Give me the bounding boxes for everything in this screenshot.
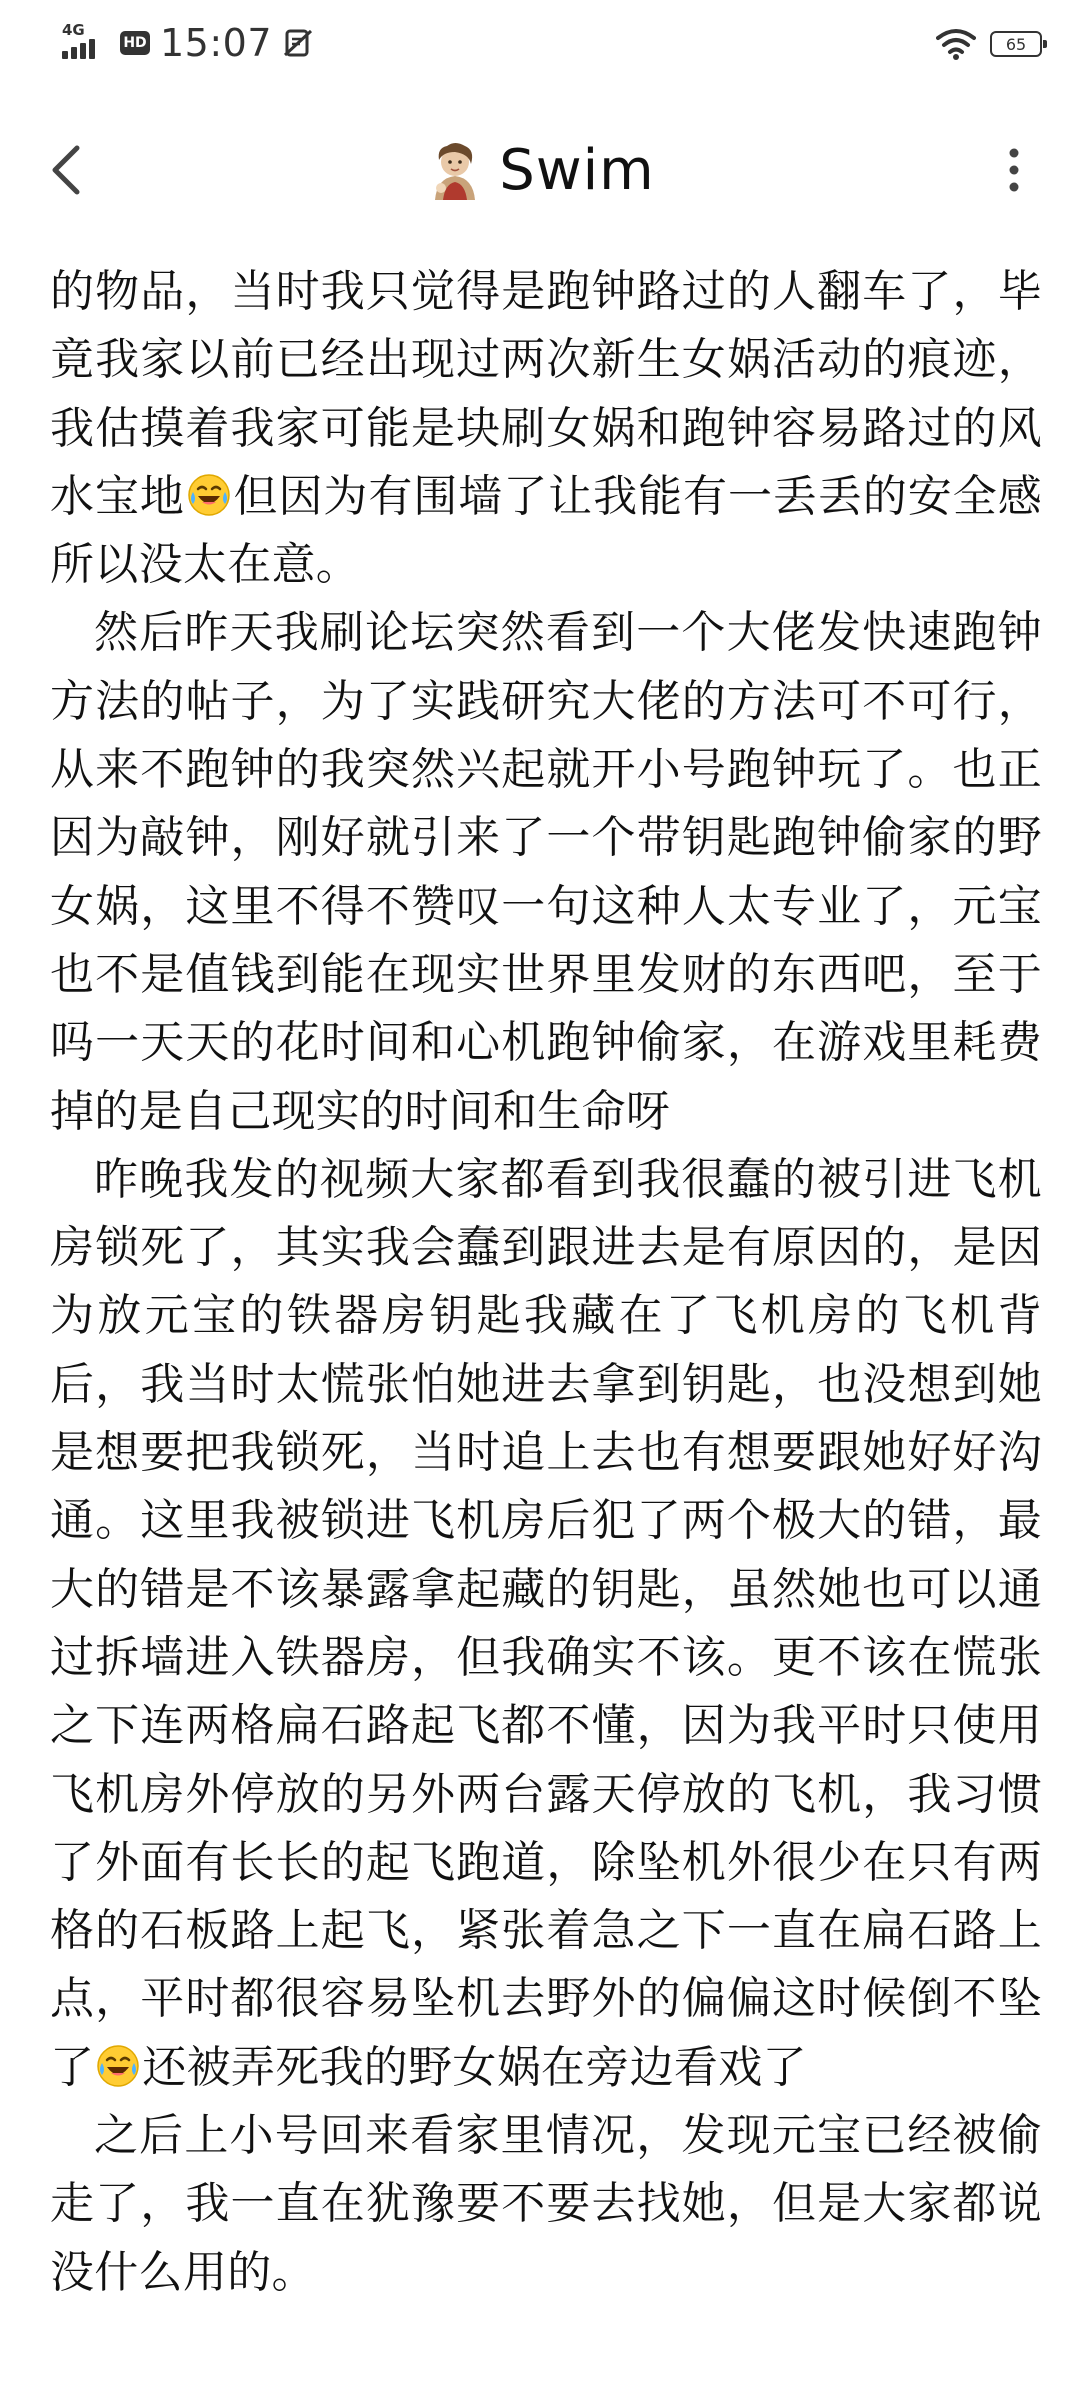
battery-level: 65 <box>1005 34 1027 54</box>
status-time: 15:07 <box>160 21 273 65</box>
notification-icon <box>282 27 314 59</box>
avatar-icon[interactable] <box>425 140 485 200</box>
article-paragraph-3 <box>50 1146 1042 2102</box>
more-button[interactable] <box>986 142 1042 198</box>
article-paragraph-1 <box>50 258 1042 599</box>
battery-indicator <box>990 31 1042 57</box>
page-title: Swim <box>499 137 655 203</box>
article-body <box>50 258 1042 2307</box>
laughing-emoji-icon <box>96 2044 140 2088</box>
signal-icon <box>62 23 110 63</box>
top-app-bar <box>0 120 1080 220</box>
status-left <box>62 18 314 68</box>
hd-badge: HD <box>120 31 150 55</box>
article-paragraph-4: 之后上小号回来看家里情况，发现元宝已经被偷走了，我一直在犹豫要不要去找她，但是大家都说没什么用的。 <box>50 2110 1042 2298</box>
network-type: 4G <box>62 21 85 39</box>
status-right <box>936 22 1042 66</box>
status-bar <box>0 0 1080 86</box>
paragraph-1-text-b: 但因为有围墙了让我能有一丢丢的安全感所以没太在意。 <box>50 470 1042 591</box>
title-group <box>0 120 1080 220</box>
wifi-icon <box>936 28 976 60</box>
paragraph-3-text-a: 昨晚我发的视频大家都看到我很蠢的被引进飞机房锁死了，其实我会蠢到跟进去是有原因的，是因为放元宝的铁器房钥匙我藏在了飞机房的飞机背后，我当时太慌张怕她进去拿到钥匙，也没想到她是想要把我锁死，当时追上去也有想要跟她好好沟通。这里我被锁进飞机房后犯了两个极大的错，最大的错是不该暴露拿起藏的钥匙，虽然她也可以通过拆墙进入铁器房，但我确实不该。更不该在慌张之下连两格扁石路起飞都不懂，因为我平时只使用飞机房外停放的另外两台露天停放的飞机，我习惯了外面有长长的起飞跑道，除坠机外很少在只有两格的石板路上起飞，紧张着急之下一直在扁石路上点，平时都很容易坠机去野外的偏偏这时候倒不坠了 <box>50 1153 1042 2093</box>
article-paragraph-2: 然后昨天我刷论坛突然看到一个大佬发快速跑钟方法的帖子，为了实践研究大佬的方法可不可行，从来不跑钟的我突然兴起就开小号跑钟玩了。也正因为敲钟，刚好就引来了一个带钥匙跑钟偷家的野女娲，这里不得不赞叹一句这种人太专业了，元宝也不是值钱到能在现实世界里发财的东西吧，至于吗一天天的花时间和心机跑钟偷家，在游戏里耗费掉的是自己现实的时间和生命呀 <box>50 607 1042 1137</box>
paragraph-3-text-b: 还被弄死我的野女娲在旁边看戏了 <box>142 2041 807 2093</box>
paragraph-1-text-a: 的物品，当时我只觉得是跑钟路过的人翻车了，毕竟我家以前已经出现过两次新生女娲活动的痕迹，我估摸着我家可能是块刷女娲和跑钟容易路过的风水宝地 <box>50 266 1042 522</box>
laughing-emoji-icon <box>187 473 231 517</box>
more-vertical-icon <box>1008 148 1020 192</box>
